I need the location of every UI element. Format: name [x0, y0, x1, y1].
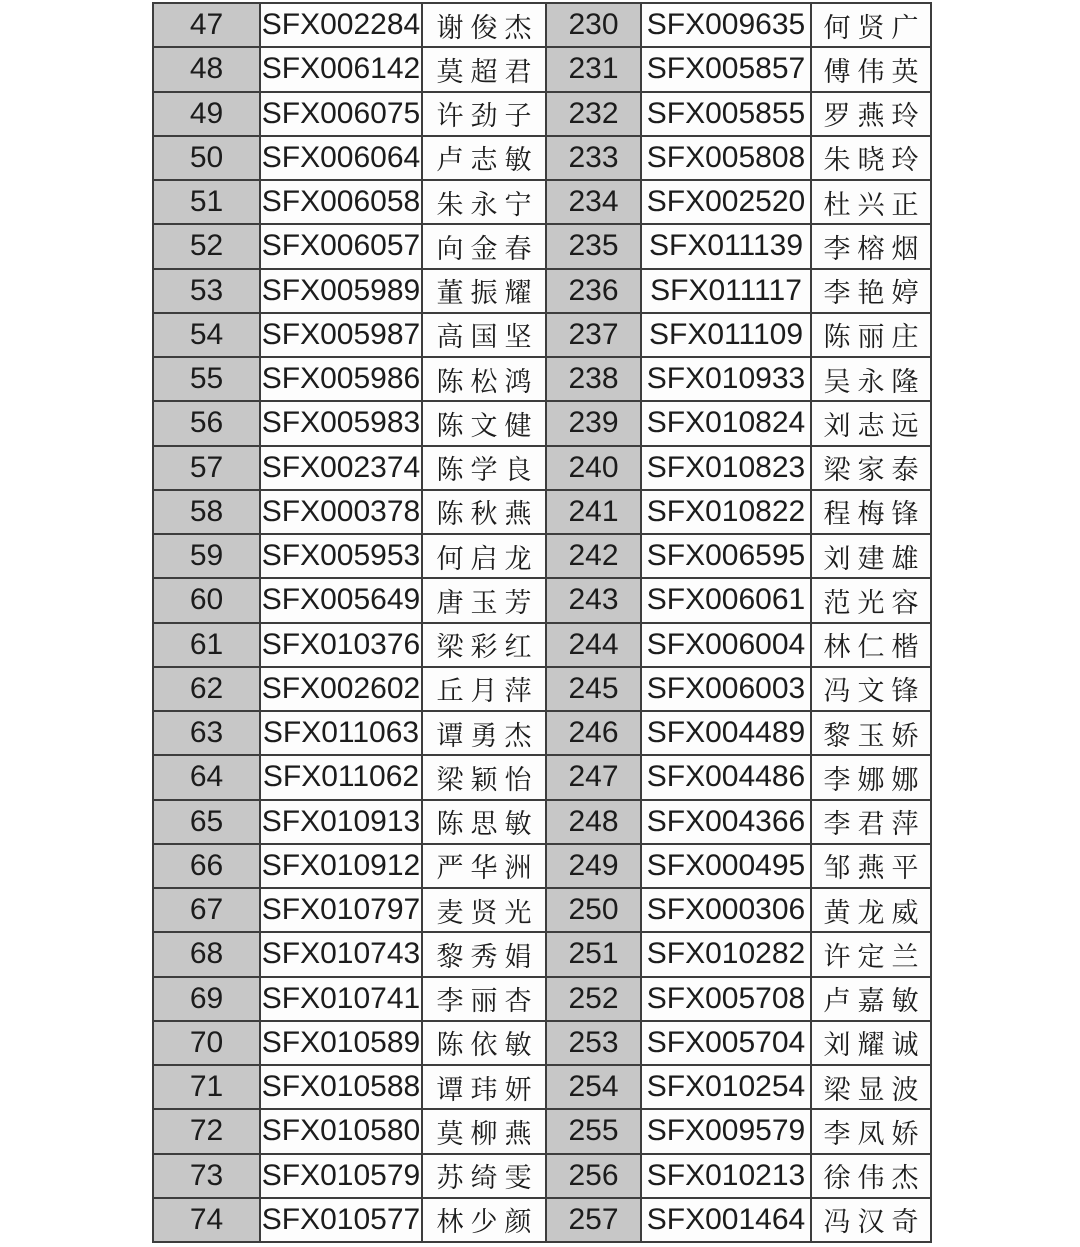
- row-number-cell: 67: [153, 888, 260, 932]
- name-cell: 何贤广: [811, 3, 931, 47]
- row-number-cell: 66: [153, 844, 260, 888]
- name-cell: 陈学良: [422, 446, 546, 490]
- row-number-cell: 235: [546, 224, 641, 268]
- name-cell: 杜兴正: [811, 180, 931, 224]
- code-cell: SFX005986: [260, 357, 422, 401]
- row-number-cell: 253: [546, 1021, 641, 1065]
- code-cell: SFX005989: [260, 269, 422, 313]
- row-number-cell: 70: [153, 1021, 260, 1065]
- row-number-cell: 62: [153, 667, 260, 711]
- code-cell: SFX011117: [641, 269, 811, 313]
- table-row: [153, 313, 931, 357]
- code-cell: SFX000495: [641, 844, 811, 888]
- code-cell: SFX005857: [641, 47, 811, 91]
- code-cell: SFX010589: [260, 1021, 422, 1065]
- row-number-cell: 254: [546, 1065, 641, 1109]
- table-row: [153, 578, 931, 622]
- roster-table-body: [153, 3, 931, 1242]
- table-row: [153, 844, 931, 888]
- name-cell: 刘志远: [811, 401, 931, 445]
- name-cell: 黎玉娇: [811, 711, 931, 755]
- table-row: [153, 1198, 931, 1242]
- row-number-cell: 241: [546, 490, 641, 534]
- code-cell: SFX006142: [260, 47, 422, 91]
- code-cell: SFX010376: [260, 623, 422, 667]
- table-row: [153, 932, 931, 976]
- table-row: [153, 136, 931, 180]
- row-number-cell: 245: [546, 667, 641, 711]
- name-cell: 何启龙: [422, 534, 546, 578]
- name-cell: 冯汉奇: [811, 1198, 931, 1242]
- table-row: [153, 977, 931, 1021]
- name-cell: 朱晓玲: [811, 136, 931, 180]
- row-number-cell: 49: [153, 92, 260, 136]
- name-cell: 麦贤光: [422, 888, 546, 932]
- code-cell: SFX010741: [260, 977, 422, 1021]
- code-cell: SFX010588: [260, 1065, 422, 1109]
- row-number-cell: 257: [546, 1198, 641, 1242]
- row-number-cell: 57: [153, 446, 260, 490]
- code-cell: SFX011062: [260, 755, 422, 799]
- row-number-cell: 72: [153, 1109, 260, 1153]
- code-cell: SFX010912: [260, 844, 422, 888]
- code-cell: SFX000306: [641, 888, 811, 932]
- table-row: [153, 755, 931, 799]
- table-row: [153, 1109, 931, 1153]
- code-cell: SFX002374: [260, 446, 422, 490]
- row-number-cell: 74: [153, 1198, 260, 1242]
- code-cell: SFX005983: [260, 401, 422, 445]
- row-number-cell: 242: [546, 534, 641, 578]
- name-cell: 刘耀诚: [811, 1021, 931, 1065]
- name-cell: 林仁楷: [811, 623, 931, 667]
- name-cell: 丘月萍: [422, 667, 546, 711]
- name-cell: 陈秋燕: [422, 490, 546, 534]
- code-cell: SFX006004: [641, 623, 811, 667]
- name-cell: 李娜娜: [811, 755, 931, 799]
- code-cell: SFX006057: [260, 224, 422, 268]
- table-row: [153, 534, 931, 578]
- row-number-cell: 55: [153, 357, 260, 401]
- name-cell: 卢嘉敏: [811, 977, 931, 1021]
- row-number-cell: 60: [153, 578, 260, 622]
- name-cell: 梁颖怡: [422, 755, 546, 799]
- name-cell: 许定兰: [811, 932, 931, 976]
- row-number-cell: 238: [546, 357, 641, 401]
- name-cell: 莫柳燕: [422, 1109, 546, 1153]
- row-number-cell: 256: [546, 1154, 641, 1198]
- row-number-cell: 73: [153, 1154, 260, 1198]
- row-number-cell: 252: [546, 977, 641, 1021]
- name-cell: 李丽杏: [422, 977, 546, 1021]
- row-number-cell: 68: [153, 932, 260, 976]
- row-number-cell: 236: [546, 269, 641, 313]
- code-cell: SFX006075: [260, 92, 422, 136]
- code-cell: SFX002284: [260, 3, 422, 47]
- name-cell: 吴永隆: [811, 357, 931, 401]
- table-row: [153, 667, 931, 711]
- name-cell: 程梅锋: [811, 490, 931, 534]
- table-row: [153, 401, 931, 445]
- row-number-cell: 239: [546, 401, 641, 445]
- name-cell: 梁显波: [811, 1065, 931, 1109]
- row-number-cell: 48: [153, 47, 260, 91]
- row-number-cell: 237: [546, 313, 641, 357]
- row-number-cell: 234: [546, 180, 641, 224]
- name-cell: 严华洲: [422, 844, 546, 888]
- row-number-cell: 255: [546, 1109, 641, 1153]
- row-number-cell: 47: [153, 3, 260, 47]
- row-number-cell: 61: [153, 623, 260, 667]
- name-cell: 刘建雄: [811, 534, 931, 578]
- name-cell: 莫超君: [422, 47, 546, 91]
- code-cell: SFX011139: [641, 224, 811, 268]
- name-cell: 陈思敏: [422, 800, 546, 844]
- name-cell: 陈文健: [422, 401, 546, 445]
- code-cell: SFX006003: [641, 667, 811, 711]
- name-cell: 林少颜: [422, 1198, 546, 1242]
- code-cell: SFX010282: [641, 932, 811, 976]
- row-number-cell: 69: [153, 977, 260, 1021]
- row-number-cell: 244: [546, 623, 641, 667]
- row-number-cell: 232: [546, 92, 641, 136]
- code-cell: SFX005987: [260, 313, 422, 357]
- table-row: [153, 1021, 931, 1065]
- code-cell: SFX005953: [260, 534, 422, 578]
- table-row: [153, 711, 931, 755]
- row-number-cell: 52: [153, 224, 260, 268]
- code-cell: SFX005808: [641, 136, 811, 180]
- table-row: [153, 1154, 931, 1198]
- row-number-cell: 250: [546, 888, 641, 932]
- name-cell: 邹燕平: [811, 844, 931, 888]
- name-cell: 李凤娇: [811, 1109, 931, 1153]
- name-cell: 梁彩红: [422, 623, 546, 667]
- name-cell: 谢俊杰: [422, 3, 546, 47]
- name-cell: 向金春: [422, 224, 546, 268]
- row-number-cell: 240: [546, 446, 641, 490]
- name-cell: 谭玮妍: [422, 1065, 546, 1109]
- name-cell: 唐玉芳: [422, 578, 546, 622]
- row-number-cell: 53: [153, 269, 260, 313]
- name-cell: 梁家泰: [811, 446, 931, 490]
- code-cell: SFX010822: [641, 490, 811, 534]
- code-cell: SFX010254: [641, 1065, 811, 1109]
- row-number-cell: 231: [546, 47, 641, 91]
- name-cell: 高国坚: [422, 313, 546, 357]
- name-cell: 罗燕玲: [811, 92, 931, 136]
- name-cell: 谭勇杰: [422, 711, 546, 755]
- code-cell: SFX002602: [260, 667, 422, 711]
- name-cell: 冯文锋: [811, 667, 931, 711]
- code-cell: SFX010824: [641, 401, 811, 445]
- code-cell: SFX000378: [260, 490, 422, 534]
- code-cell: SFX010933: [641, 357, 811, 401]
- row-number-cell: 248: [546, 800, 641, 844]
- name-cell: 董振耀: [422, 269, 546, 313]
- code-cell: SFX010213: [641, 1154, 811, 1198]
- code-cell: SFX006064: [260, 136, 422, 180]
- table-row: [153, 180, 931, 224]
- row-number-cell: 54: [153, 313, 260, 357]
- row-number-cell: 71: [153, 1065, 260, 1109]
- code-cell: SFX005855: [641, 92, 811, 136]
- code-cell: SFX010577: [260, 1198, 422, 1242]
- name-cell: 黎秀娟: [422, 932, 546, 976]
- row-number-cell: 63: [153, 711, 260, 755]
- row-number-cell: 249: [546, 844, 641, 888]
- name-cell: 陈依敏: [422, 1021, 546, 1065]
- table-row: [153, 92, 931, 136]
- code-cell: SFX010913: [260, 800, 422, 844]
- name-cell: 卢志敏: [422, 136, 546, 180]
- table-row: [153, 47, 931, 91]
- row-number-cell: 56: [153, 401, 260, 445]
- table-row: [153, 357, 931, 401]
- row-number-cell: 230: [546, 3, 641, 47]
- name-cell: 黄龙威: [811, 888, 931, 932]
- name-cell: 李艳婷: [811, 269, 931, 313]
- code-cell: SFX010823: [641, 446, 811, 490]
- row-number-cell: 233: [546, 136, 641, 180]
- name-cell: 朱永宁: [422, 180, 546, 224]
- table-row: [153, 3, 931, 47]
- table-row: [153, 224, 931, 268]
- code-cell: SFX004489: [641, 711, 811, 755]
- table-row: [153, 446, 931, 490]
- row-number-cell: 251: [546, 932, 641, 976]
- row-number-cell: 243: [546, 578, 641, 622]
- row-number-cell: 51: [153, 180, 260, 224]
- code-cell: SFX005708: [641, 977, 811, 1021]
- code-cell: SFX006058: [260, 180, 422, 224]
- roster-table: [152, 2, 932, 1243]
- name-cell: 陈松鸿: [422, 357, 546, 401]
- row-number-cell: 65: [153, 800, 260, 844]
- table-row: [153, 800, 931, 844]
- code-cell: SFX002520: [641, 180, 811, 224]
- name-cell: 徐伟杰: [811, 1154, 931, 1198]
- table-row: [153, 269, 931, 313]
- code-cell: SFX009579: [641, 1109, 811, 1153]
- code-cell: SFX004486: [641, 755, 811, 799]
- code-cell: SFX005704: [641, 1021, 811, 1065]
- code-cell: SFX004366: [641, 800, 811, 844]
- row-number-cell: 247: [546, 755, 641, 799]
- name-cell: 许劲子: [422, 92, 546, 136]
- code-cell: SFX001464: [641, 1198, 811, 1242]
- code-cell: SFX005649: [260, 578, 422, 622]
- name-cell: 李榕烟: [811, 224, 931, 268]
- row-number-cell: 50: [153, 136, 260, 180]
- code-cell: SFX010580: [260, 1109, 422, 1153]
- table-row: [153, 490, 931, 534]
- name-cell: 李君萍: [811, 800, 931, 844]
- row-number-cell: 58: [153, 490, 260, 534]
- name-cell: 傅伟英: [811, 47, 931, 91]
- table-row: [153, 1065, 931, 1109]
- name-cell: 范光容: [811, 578, 931, 622]
- code-cell: SFX011063: [260, 711, 422, 755]
- row-number-cell: 246: [546, 711, 641, 755]
- table-row: [153, 623, 931, 667]
- code-cell: SFX006061: [641, 578, 811, 622]
- code-cell: SFX011109: [641, 313, 811, 357]
- code-cell: SFX010743: [260, 932, 422, 976]
- table-row: [153, 888, 931, 932]
- name-cell: 陈丽庄: [811, 313, 931, 357]
- row-number-cell: 64: [153, 755, 260, 799]
- name-cell: 苏绮雯: [422, 1154, 546, 1198]
- row-number-cell: 59: [153, 534, 260, 578]
- code-cell: SFX010797: [260, 888, 422, 932]
- code-cell: SFX006595: [641, 534, 811, 578]
- code-cell: SFX010579: [260, 1154, 422, 1198]
- code-cell: SFX009635: [641, 3, 811, 47]
